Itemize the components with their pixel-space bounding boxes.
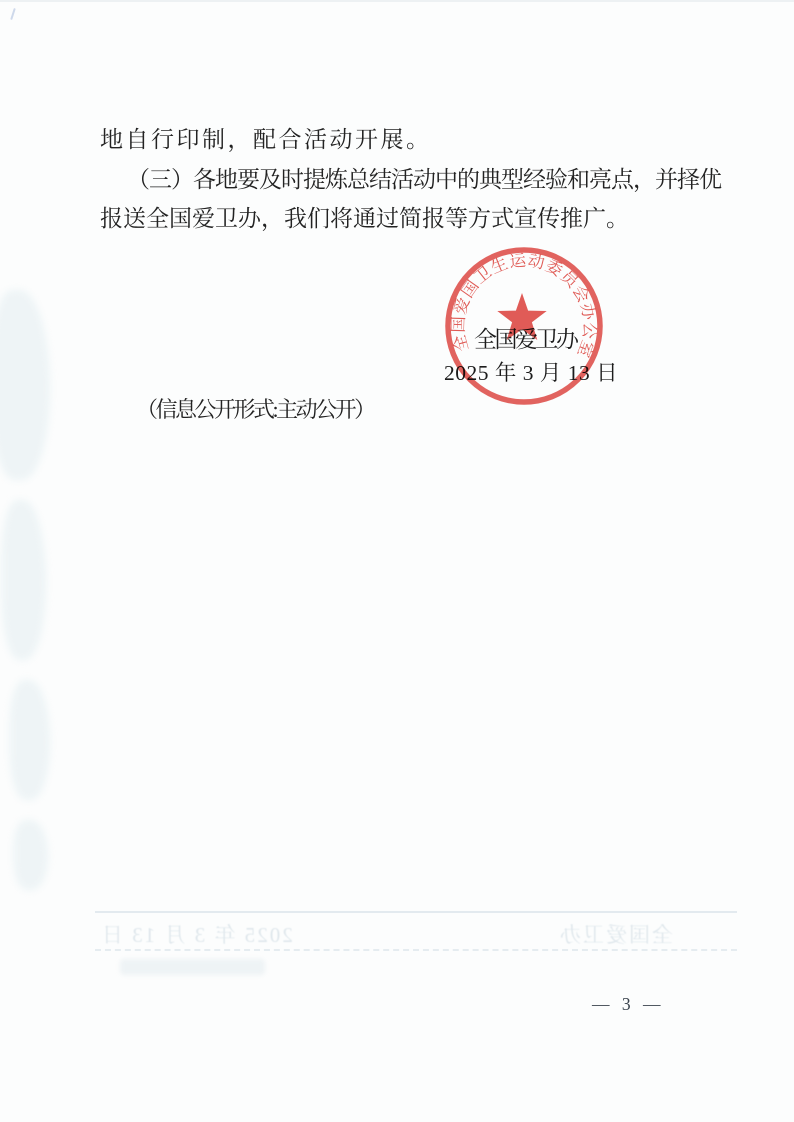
edge-smudge (2, 500, 46, 660)
signature-date: 2025 年 3 月 13 日 (444, 361, 619, 385)
edge-smudge (0, 290, 50, 480)
page-number: — 3 — (592, 994, 665, 1014)
scan-artifact (10, 8, 16, 20)
bleedthrough-text-right: 全国爱卫办 (558, 923, 673, 947)
seal-star-icon (497, 293, 546, 340)
scan-edge (0, 0, 794, 2)
disclosure-note: （信息公开形式:主动公开） (136, 397, 374, 422)
edge-smudge (14, 820, 48, 890)
bleedthrough-rule (95, 949, 737, 951)
body-line-1: 地自行印制，配合活动开展。 (100, 127, 432, 152)
bleedthrough-rule (95, 911, 737, 913)
signature-org: 全国爱卫办 (474, 327, 577, 352)
body-line-3: 报送全国爱卫办，我们将通过简报等方式宣传推广。 (100, 206, 629, 231)
seal-ring-text: 全国爱国卫生运动委员会办公室 (448, 250, 600, 361)
official-seal (439, 241, 609, 411)
body-line-2: （三）各地要及时提炼总结活动中的典型经验和亮点，并择优 (127, 167, 721, 192)
bleedthrough-text-left: 2025 年 3 月 13 日 (100, 923, 293, 947)
bleedthrough-smudge (120, 959, 265, 975)
edge-smudge (10, 680, 50, 800)
